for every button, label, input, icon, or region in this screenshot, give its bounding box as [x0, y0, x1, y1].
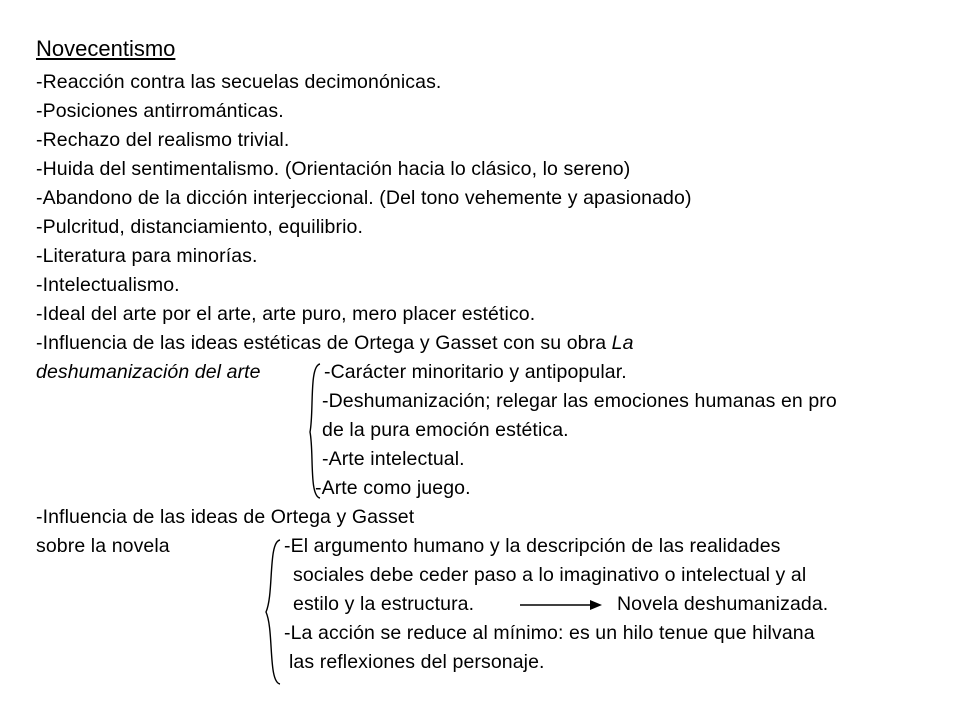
novel-item: sociales debe ceder paso a lo imaginativo o intelectual y al: [293, 564, 807, 586]
list-item: -Pulcritud, distanciamiento, equilibrio.: [36, 216, 363, 238]
ortega-novel-label: sobre la novela: [36, 535, 170, 557]
art-item: -Carácter minoritario y antipopular.: [324, 361, 627, 383]
page-title: Novecentismo: [36, 36, 176, 61]
ortega-art-intro-text: -Influencia de las ideas estéticas de Ortega y Gasset con su obra: [36, 332, 612, 354]
novel-item: las reflexiones del personaje.: [289, 651, 545, 673]
novel-result: Novela deshumanizada.: [617, 593, 829, 615]
arrow-right-icon: [520, 598, 602, 612]
list-item: -Intelectualismo.: [36, 274, 180, 296]
ortega-art-intro: [36, 329, 634, 357]
brace-novel: [258, 538, 284, 686]
art-item: -Arte intelectual.: [322, 448, 465, 470]
art-item: -Arte como juego.: [315, 477, 471, 499]
art-item: -Deshumanización; relegar las emociones humanas en pro: [322, 390, 837, 412]
novel-item: -La acción se reduce al mínimo: es un hilo tenue que hilvana: [284, 622, 815, 644]
ortega-novel-intro: -Influencia de las ideas de Ortega y Gasset: [36, 506, 415, 528]
list-item: -Reacción contra las secuelas decimonónicas.: [36, 71, 442, 93]
list-item: -Literatura para minorías.: [36, 245, 258, 267]
list-item: -Huida del sentimentalismo. (Orientación hacia lo clásico, lo sereno): [36, 158, 631, 180]
book-title-part1: La: [611, 332, 634, 354]
list-item: -Abandono de la dicción interjeccional. (Del tono vehemente y apasionado): [36, 187, 692, 209]
novel-item: -El argumento humano y la descripción de las realidades: [284, 535, 781, 557]
list-item: -Rechazo del realismo trivial.: [36, 129, 290, 151]
book-title-part2: deshumanización del arte: [36, 361, 261, 383]
list-item: -Posiciones antirrománticas.: [36, 100, 284, 122]
novel-item: estilo y la estructura.: [293, 593, 475, 615]
list-item: -Ideal del arte por el arte, arte puro, mero placer estético.: [36, 303, 536, 325]
art-item: de la pura emoción estética.: [322, 419, 569, 441]
